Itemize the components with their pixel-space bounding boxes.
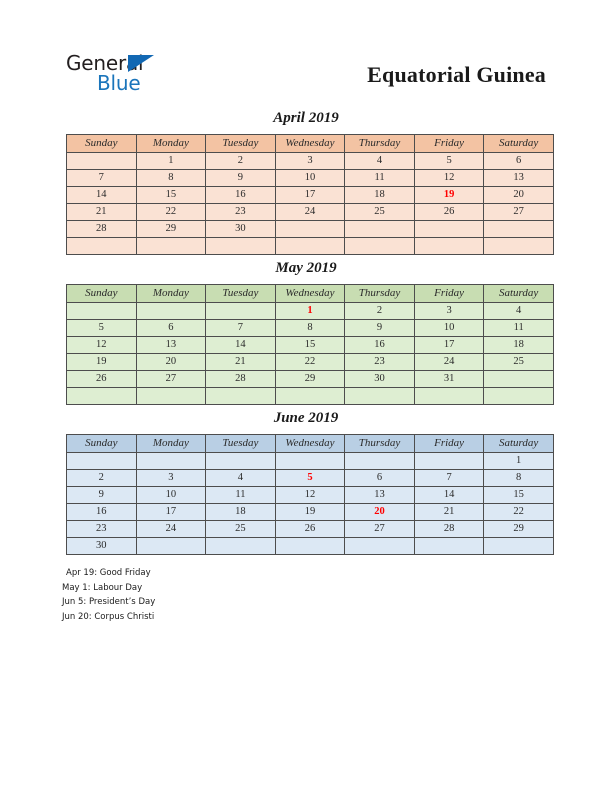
calendar-day-cell[interactable]: 24 xyxy=(275,204,345,221)
calendar-day-cell[interactable]: 3 xyxy=(275,153,345,170)
calendar-day-cell[interactable]: 4 xyxy=(484,303,554,320)
weekday-header-thursday: Thursday xyxy=(345,285,415,303)
calendar-day-cell[interactable]: 19 xyxy=(275,504,345,521)
calendar-day-cell[interactable]: 29 xyxy=(275,371,345,388)
calendar-day-cell-empty xyxy=(275,221,345,238)
calendar-day-cell[interactable]: 22 xyxy=(484,504,554,521)
calendar-day-cell[interactable]: 30 xyxy=(206,221,276,238)
calendar-week-row xyxy=(67,238,554,255)
calendar-day-cell-empty xyxy=(275,538,345,555)
weekday-header-friday: Friday xyxy=(414,135,484,153)
month-title: April 2019 xyxy=(273,110,339,126)
calendar-day-cell[interactable]: 1 xyxy=(275,303,345,320)
weekday-header-thursday: Thursday xyxy=(345,135,415,153)
month-block-april xyxy=(66,110,546,255)
weekday-header-row xyxy=(67,135,554,153)
calendar-week-row xyxy=(67,320,554,337)
weekday-header-row xyxy=(67,285,554,303)
calendar-day-cell[interactable]: 9 xyxy=(345,320,415,337)
calendar-day-cell[interactable]: 27 xyxy=(136,371,206,388)
calendar-day-cell[interactable]: 7 xyxy=(206,320,276,337)
calendar-day-cell-empty xyxy=(67,388,137,405)
calendar-day-cell-empty xyxy=(275,238,345,255)
holiday-item: Jun 20: Corpus Christi xyxy=(62,611,155,622)
calendar-day-cell[interactable]: 13 xyxy=(136,337,206,354)
weekday-header-tuesday: Tuesday xyxy=(206,285,276,303)
calendar-day-cell[interactable]: 30 xyxy=(67,538,137,555)
calendar-day-cell-empty xyxy=(345,238,415,255)
calendar-day-cell[interactable]: 26 xyxy=(275,521,345,538)
calendar-day-cell[interactable]: 16 xyxy=(345,337,415,354)
calendar-day-cell-empty xyxy=(484,221,554,238)
calendar-day-cell[interactable]: 13 xyxy=(484,170,554,187)
calendar-day-cell[interactable]: 24 xyxy=(414,354,484,371)
calendar-day-cell[interactable]: 21 xyxy=(206,354,276,371)
calendar-day-cell[interactable]: 2 xyxy=(67,470,137,487)
calendar-week-row xyxy=(67,337,554,354)
calendar-day-cell[interactable]: 27 xyxy=(345,521,415,538)
calendar-day-cell[interactable]: 9 xyxy=(67,487,137,504)
logo-general-text: General xyxy=(66,51,144,75)
calendar-day-cell[interactable]: 19 xyxy=(414,187,484,204)
calendar-day-cell[interactable]: 12 xyxy=(275,487,345,504)
calendar-day-cell-empty xyxy=(484,388,554,405)
calendar-day-cell-empty xyxy=(136,538,206,555)
calendar-day-cell[interactable]: 6 xyxy=(136,320,206,337)
calendar-day-cell[interactable]: 20 xyxy=(136,354,206,371)
brand-logo xyxy=(66,52,196,98)
calendar-day-cell-empty xyxy=(414,453,484,470)
calendar-day-cell[interactable]: 21 xyxy=(414,504,484,521)
calendar-day-cell-empty xyxy=(206,388,276,405)
calendar-day-cell[interactable]: 25 xyxy=(345,204,415,221)
calendar-day-cell-empty xyxy=(414,221,484,238)
calendar-head xyxy=(67,285,554,303)
calendar-day-cell[interactable]: 20 xyxy=(345,504,415,521)
calendar-day-cell[interactable]: 23 xyxy=(206,204,276,221)
calendar-day-cell-empty xyxy=(345,221,415,238)
calendar-week-row xyxy=(67,371,554,388)
calendar-body xyxy=(67,303,554,405)
calendar-day-cell-empty xyxy=(206,238,276,255)
calendar-week-row xyxy=(67,153,554,170)
calendar-day-cell-empty xyxy=(275,453,345,470)
calendar-day-cell-empty xyxy=(414,388,484,405)
calendar-day-cell[interactable]: 25 xyxy=(484,354,554,371)
holiday-item: May 1: Labour Day xyxy=(62,582,143,593)
calendar-day-cell-empty xyxy=(414,538,484,555)
calendar-day-cell[interactable]: 8 xyxy=(136,170,206,187)
calendar-day-cell[interactable]: 18 xyxy=(206,504,276,521)
calendar-day-cell[interactable]: 11 xyxy=(345,170,415,187)
calendar-day-cell[interactable]: 4 xyxy=(345,153,415,170)
calendar-day-cell-empty xyxy=(206,303,276,320)
calendar-day-cell-empty xyxy=(136,238,206,255)
calendar-week-row xyxy=(67,187,554,204)
holiday-legend xyxy=(62,566,362,624)
calendar-day-cell[interactable]: 8 xyxy=(275,320,345,337)
calendar-week-row xyxy=(67,453,554,470)
calendar-day-cell-empty xyxy=(67,303,137,320)
weekday-header-monday: Monday xyxy=(136,435,206,453)
calendar-day-cell[interactable]: 31 xyxy=(414,371,484,388)
calendar-week-row xyxy=(67,221,554,238)
weekday-header-friday: Friday xyxy=(414,285,484,303)
calendar-day-cell[interactable]: 7 xyxy=(414,470,484,487)
calendar-day-cell[interactable]: 25 xyxy=(206,521,276,538)
calendar-day-cell[interactable]: 29 xyxy=(136,221,206,238)
calendar-day-cell[interactable]: 12 xyxy=(67,337,137,354)
calendar-week-row xyxy=(67,303,554,320)
calendar-day-cell[interactable]: 27 xyxy=(484,204,554,221)
calendar-day-cell[interactable]: 6 xyxy=(484,153,554,170)
weekday-header-wednesday: Wednesday xyxy=(275,435,345,453)
weekday-header-sunday: Sunday xyxy=(67,135,137,153)
calendar-day-cell[interactable]: 17 xyxy=(136,504,206,521)
calendar-day-cell[interactable]: 14 xyxy=(414,487,484,504)
calendar-day-cell[interactable]: 1 xyxy=(484,453,554,470)
calendar-day-cell[interactable]: 14 xyxy=(67,187,137,204)
calendar-table-april xyxy=(66,134,554,255)
calendar-day-cell[interactable]: 26 xyxy=(414,204,484,221)
calendar-day-cell-empty xyxy=(136,303,206,320)
calendar-day-cell[interactable]: 9 xyxy=(206,170,276,187)
calendar-day-cell[interactable]: 5 xyxy=(414,153,484,170)
calendar-day-cell[interactable]: 2 xyxy=(206,153,276,170)
calendar-day-cell[interactable]: 30 xyxy=(345,371,415,388)
calendar-week-row xyxy=(67,521,554,538)
calendar-day-cell-empty xyxy=(206,538,276,555)
calendar-head xyxy=(67,135,554,153)
calendar-week-row xyxy=(67,388,554,405)
holiday-item: Jun 5: President’s Day xyxy=(62,597,156,607)
calendar-day-cell[interactable]: 16 xyxy=(206,187,276,204)
calendar-week-row xyxy=(67,538,554,555)
calendar-day-cell[interactable]: 29 xyxy=(484,521,554,538)
calendar-day-cell-empty xyxy=(484,238,554,255)
calendar-day-cell[interactable]: 20 xyxy=(484,187,554,204)
calendar-day-cell[interactable]: 5 xyxy=(67,320,137,337)
calendar-day-cell-empty xyxy=(345,388,415,405)
calendar-day-cell-empty xyxy=(345,538,415,555)
calendar-day-cell[interactable]: 24 xyxy=(136,521,206,538)
calendar-day-cell[interactable]: 23 xyxy=(67,521,137,538)
calendar-week-row xyxy=(67,487,554,504)
calendar-day-cell-empty xyxy=(275,388,345,405)
calendar-week-row xyxy=(67,354,554,371)
calendar-day-cell[interactable]: 28 xyxy=(206,371,276,388)
page-title: Equatorial Guinea xyxy=(367,62,546,87)
calendar-day-cell[interactable]: 12 xyxy=(414,170,484,187)
weekday-header-tuesday: Tuesday xyxy=(206,135,276,153)
calendar-day-cell-empty xyxy=(67,153,137,170)
calendar-week-row xyxy=(67,504,554,521)
calendar-day-cell-empty xyxy=(136,453,206,470)
calendar-day-cell[interactable]: 3 xyxy=(414,303,484,320)
weekday-header-tuesday: Tuesday xyxy=(206,435,276,453)
calendar-day-cell[interactable]: 22 xyxy=(136,204,206,221)
calendar-day-cell[interactable]: 28 xyxy=(414,521,484,538)
weekday-header-sunday: Sunday xyxy=(67,285,137,303)
calendar-day-cell[interactable]: 1 xyxy=(136,153,206,170)
calendar-day-cell[interactable]: 18 xyxy=(484,337,554,354)
weekday-header-monday: Monday xyxy=(136,285,206,303)
weekday-header-saturday: Saturday xyxy=(484,285,554,303)
calendar-day-cell[interactable]: 16 xyxy=(67,504,137,521)
weekday-header-monday: Monday xyxy=(136,135,206,153)
calendar-day-cell[interactable]: 11 xyxy=(206,487,276,504)
calendar-day-cell[interactable]: 7 xyxy=(67,170,137,187)
calendar-day-cell[interactable]: 14 xyxy=(206,337,276,354)
calendar-day-cell[interactable]: 3 xyxy=(136,470,206,487)
calendar-day-cell-empty xyxy=(136,388,206,405)
month-block-may xyxy=(66,260,546,405)
calendar-day-cell[interactable]: 10 xyxy=(414,320,484,337)
calendar-day-cell[interactable]: 15 xyxy=(136,187,206,204)
calendar-day-cell[interactable]: 28 xyxy=(67,221,137,238)
calendar-day-cell[interactable]: 15 xyxy=(484,487,554,504)
calendar-day-cell[interactable]: 4 xyxy=(206,470,276,487)
month-title: June 2019 xyxy=(273,410,339,426)
calendar-day-cell-empty xyxy=(484,371,554,388)
calendar-table-june xyxy=(66,434,554,555)
calendar-day-cell-empty xyxy=(345,453,415,470)
calendar-day-cell-empty xyxy=(414,238,484,255)
triangle-icon xyxy=(128,55,154,72)
calendar-head xyxy=(67,435,554,453)
calendar-day-cell[interactable]: 17 xyxy=(414,337,484,354)
weekday-header-thursday: Thursday xyxy=(345,435,415,453)
calendar-body xyxy=(67,453,554,555)
calendar-day-cell-empty xyxy=(67,238,137,255)
calendar-day-cell[interactable]: 10 xyxy=(275,170,345,187)
calendar-body xyxy=(67,153,554,255)
calendar-day-cell[interactable]: 18 xyxy=(345,187,415,204)
calendar-day-cell-empty xyxy=(484,538,554,555)
holiday-item: Apr 19: Good Friday xyxy=(66,568,151,578)
calendar-day-cell[interactable]: 19 xyxy=(67,354,137,371)
weekday-header-saturday: Saturday xyxy=(484,135,554,153)
calendar-day-cell[interactable]: 21 xyxy=(67,204,137,221)
weekday-header-saturday: Saturday xyxy=(484,435,554,453)
calendar-day-cell-empty xyxy=(206,453,276,470)
calendar-day-cell[interactable]: 2 xyxy=(345,303,415,320)
calendar-week-row xyxy=(67,470,554,487)
calendar-week-row xyxy=(67,170,554,187)
calendar-day-cell[interactable]: 22 xyxy=(275,354,345,371)
calendar-table-may xyxy=(66,284,554,405)
calendar-day-cell[interactable]: 8 xyxy=(484,470,554,487)
calendar-day-cell[interactable]: 15 xyxy=(275,337,345,354)
calendar-day-cell-empty xyxy=(67,453,137,470)
month-title: May 2019 xyxy=(275,260,337,276)
weekday-header-friday: Friday xyxy=(414,435,484,453)
calendar-day-cell[interactable]: 5 xyxy=(275,470,345,487)
calendar-day-cell[interactable]: 26 xyxy=(67,371,137,388)
weekday-header-row xyxy=(67,435,554,453)
logo-blue-text: Blue xyxy=(97,71,141,95)
weekday-header-wednesday: Wednesday xyxy=(275,135,345,153)
calendar-day-cell[interactable]: 10 xyxy=(136,487,206,504)
calendar-day-cell[interactable]: 23 xyxy=(345,354,415,371)
calendar-day-cell[interactable]: 13 xyxy=(345,487,415,504)
calendar-day-cell[interactable]: 6 xyxy=(345,470,415,487)
weekday-header-wednesday: Wednesday xyxy=(275,285,345,303)
calendar-day-cell[interactable]: 17 xyxy=(275,187,345,204)
page-header xyxy=(0,52,612,100)
calendar-day-cell[interactable]: 11 xyxy=(484,320,554,337)
month-block-june xyxy=(66,410,546,555)
weekday-header-sunday: Sunday xyxy=(67,435,137,453)
calendar-week-row xyxy=(67,204,554,221)
